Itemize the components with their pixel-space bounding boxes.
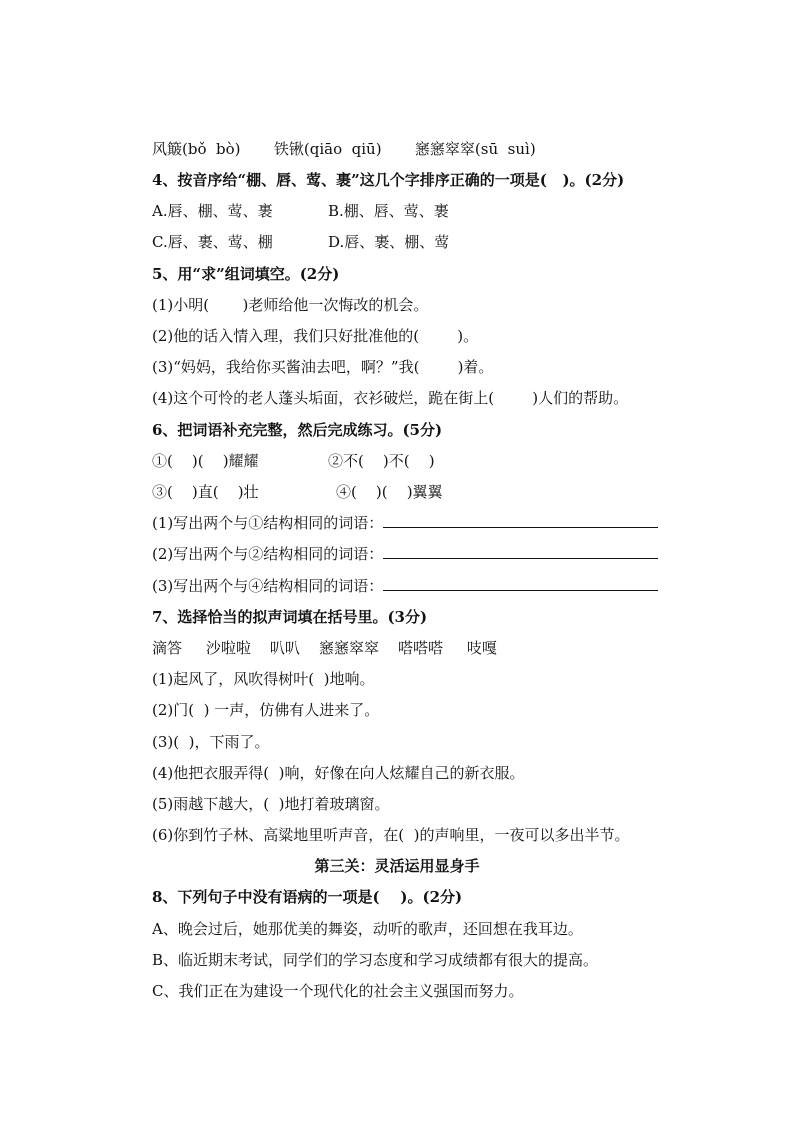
- q6-item-2: [152, 543, 658, 565]
- q4-option-b: B.棚、唇、莺、裹: [328, 202, 449, 220]
- q6-word-4: ④( )( )翼翼: [336, 483, 443, 501]
- pinyin-line: 风簸(bǒ bò) 铁锹(qiāo qiū) 窸窸窣窣(sū suì): [152, 140, 536, 158]
- q6-word-2: ②不( )不( ): [328, 452, 435, 470]
- q7-item-3: (3)( )，下雨了。: [152, 733, 270, 751]
- question-4-title: 4、按音序给“棚、唇、莺、裹”这几个字排序正确的一项是( )。(2分): [152, 171, 625, 189]
- q5-item-3: (3)“妈妈，我给你买酱油去吧，啊？”我( )着。: [152, 358, 494, 376]
- question-6-title: 6、把词语补充完整，然后完成练习。(5分): [152, 421, 443, 439]
- question-7-title: 7、选择恰当的拟声词填在括号里。(3分): [152, 608, 428, 626]
- q4-option-d: D.唇、裹、棚、莺: [328, 233, 450, 251]
- question-8-title: 8、下列句子中没有语病的一项是( )。(2分): [152, 888, 463, 906]
- q6-word-3: ③( )直( )壮: [152, 483, 259, 501]
- q7-item-2: (2)门( ) 一声，仿佛有人进来了。: [152, 701, 380, 719]
- q7-item-6: (6)你到竹子林、高粱地里听声音，在( )的声响里，一夜可以多出半节。: [152, 826, 630, 844]
- q4-option-c: C.唇、裹、莺、棚: [152, 233, 273, 251]
- q6-word-1: ①( )( )耀耀: [152, 452, 259, 470]
- q7-word-bank: 滴答 沙啦啦 叭叭 窸窸窣窣 嗒嗒嗒 吱嘎: [152, 639, 497, 657]
- section-heading: 第三关：灵活运用显身手: [314, 857, 480, 875]
- q7-item-1: (1)起风了，风吹得树叶( )地响。: [152, 670, 375, 688]
- q5-item-2: (2)他的话入情入理，我们只好批准他的( )。: [152, 327, 479, 345]
- q6-item-3: [152, 575, 658, 597]
- q6-item-1-text: (1)写出两个与①结构相同的词语：: [152, 514, 384, 532]
- answer-blank-2[interactable]: [383, 544, 658, 559]
- q8-option-a: A、晚会过后，她那优美的舞姿，动听的歌声，还回想在我耳边。: [152, 920, 583, 938]
- q5-item-4: (4)这个可怜的老人蓬头垢面，衣衫破烂，跪在街上( )人们的帮助。: [152, 389, 629, 407]
- q5-item-1: (1)小明( )老师给他一次悔改的机会。: [152, 296, 429, 314]
- q6-item-1: [152, 512, 658, 534]
- q7-item-4: (4)他把衣服弄得( )响，好像在向人炫耀自己的新衣服。: [152, 764, 525, 782]
- q7-item-5: (5)雨越下越大，( )地打着玻璃窗。: [152, 795, 390, 813]
- q8-option-b: B、临近期末考试，同学们的学习态度和学习成绩都有很大的提高。: [152, 951, 599, 969]
- answer-blank-3[interactable]: [383, 576, 658, 591]
- q6-item-2-text: (2)写出两个与②结构相同的词语：: [152, 545, 384, 563]
- q6-item-3-text: (3)写出两个与④结构相同的词语：: [152, 577, 384, 595]
- question-5-title: 5、用“求”组词填空。(2分): [152, 265, 340, 283]
- q4-option-a: A.唇、棚、莺、裹: [152, 202, 273, 220]
- q8-option-c: C、我们正在为建设一个现代化的社会主义强国而努力。: [152, 982, 524, 1000]
- answer-blank-1[interactable]: [383, 513, 658, 528]
